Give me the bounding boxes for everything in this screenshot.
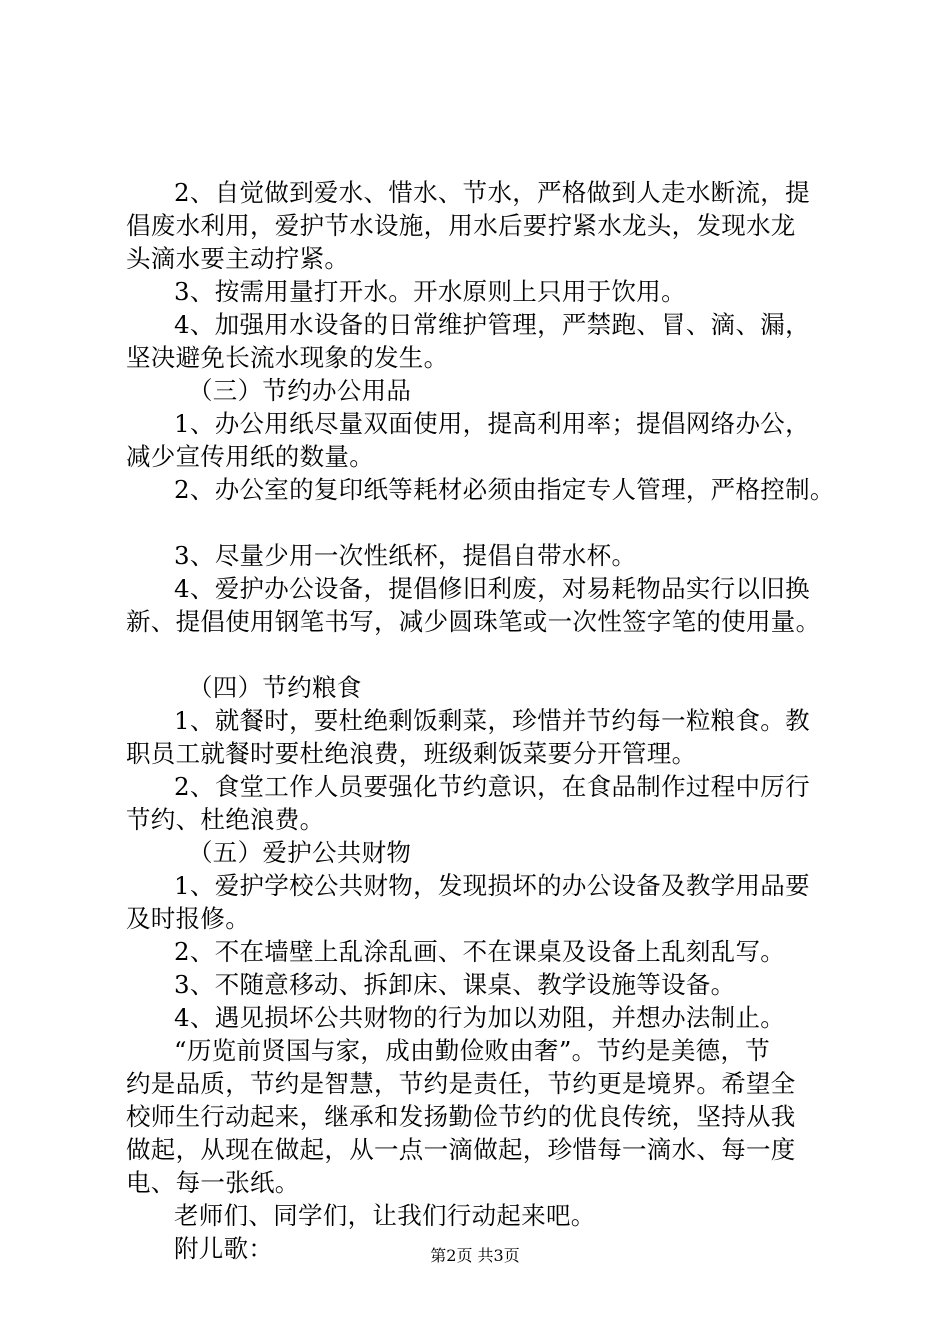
paragraph-line: 新、提倡使用钢笔书写，减少圆珠笔或一次性签字笔的使用量。 bbox=[126, 607, 821, 636]
paragraph-line: 2、自觉做到爱水、惜水、节水，严格做到人走水断流，提 bbox=[174, 178, 810, 207]
paragraph-line: 1、办公用纸尽量双面使用，提高利用率；提倡网络办公， bbox=[174, 409, 810, 438]
document-body bbox=[126, 176, 836, 1265]
paragraph-line: 4、加强用水设备的日常维护管理，严禁跑、冒、滴、漏， bbox=[174, 310, 810, 339]
blank-line bbox=[126, 638, 836, 671]
paragraph-line: 1、就餐时，要杜绝剩饭剩菜，珍惜并节约每一粒粮食。教 bbox=[174, 706, 810, 735]
paragraph-line: 减少宣传用纸的数量。 bbox=[126, 442, 374, 471]
section-heading: （四）节约粮食 bbox=[188, 673, 362, 702]
paragraph-line: 校师生行动起来，继承和发扬勤俭节约的优良传统，坚持从我 bbox=[126, 1102, 796, 1131]
paragraph-line: 坚决避免长流水现象的发生。 bbox=[126, 343, 449, 372]
paragraph-line: 约是品质，节约是智慧，节约是责任，节约更是境界。希望全 bbox=[126, 1069, 796, 1098]
blank-line bbox=[126, 506, 836, 539]
paragraph-line: 节约、杜绝浪费。 bbox=[126, 805, 325, 834]
paragraph-line: 2、不在墙壁上乱涂乱画、不在课桌及设备上乱刻乱写。 bbox=[174, 937, 786, 966]
paragraph-line: 1、爱护学校公共财物，发现损坏的办公设备及教学用品要 bbox=[174, 871, 810, 900]
paragraph-line: 头滴水要主动拧紧。 bbox=[126, 244, 350, 273]
paragraph-line: 2、食堂工作人员要强化节约意识，在食品制作过程中厉行 bbox=[174, 772, 810, 801]
paragraph-line: 3、不随意移动、拆卸床、课桌、教学设施等设备。 bbox=[174, 970, 736, 999]
paragraph-line: 3、按需用量打开水。开水原则上只用于饮用。 bbox=[174, 277, 686, 306]
paragraph-line: 职员工就餐时要杜绝浪费，班级剩饭菜要分开管理。 bbox=[126, 739, 697, 768]
paragraph-line: 3、尽量少用一次性纸杯，提倡自带水杯。 bbox=[174, 541, 637, 570]
paragraph-line: 电、每一张纸。 bbox=[126, 1168, 300, 1197]
section-heading: （五）爱护公共财物 bbox=[188, 838, 412, 867]
paragraph-line: 4、遇见损坏公共财物的行为加以劝阻，并想办法制止。 bbox=[174, 1003, 786, 1032]
paragraph-line: 老师们、同学们，让我们行动起来吧。 bbox=[174, 1201, 596, 1230]
page-footer: 第2页 共3页 bbox=[430, 1246, 520, 1265]
paragraph-line: 倡废水利用，爱护节水设施，用水后要拧紧水龙头，发现水龙 bbox=[126, 211, 796, 240]
paragraph-line: “历览前贤国与家，成由勤俭败由奢”。节约是美德，节 bbox=[174, 1036, 771, 1065]
paragraph-line: 2、办公室的复印纸等耗材必须由指定专人管理，严格控制。 bbox=[174, 475, 835, 504]
paragraph-line: 及时报修。 bbox=[126, 904, 250, 933]
paragraph-line: 4、爱护办公设备，提倡修旧利废，对易耗物品实行以旧换 bbox=[174, 574, 810, 603]
paragraph-line: 附儿歌： bbox=[174, 1234, 274, 1263]
paragraph-line: 做起，从现在做起，从一点一滴做起，珍惜每一滴水、每一度 bbox=[126, 1135, 796, 1164]
section-heading: （三）节约办公用品 bbox=[188, 376, 412, 405]
